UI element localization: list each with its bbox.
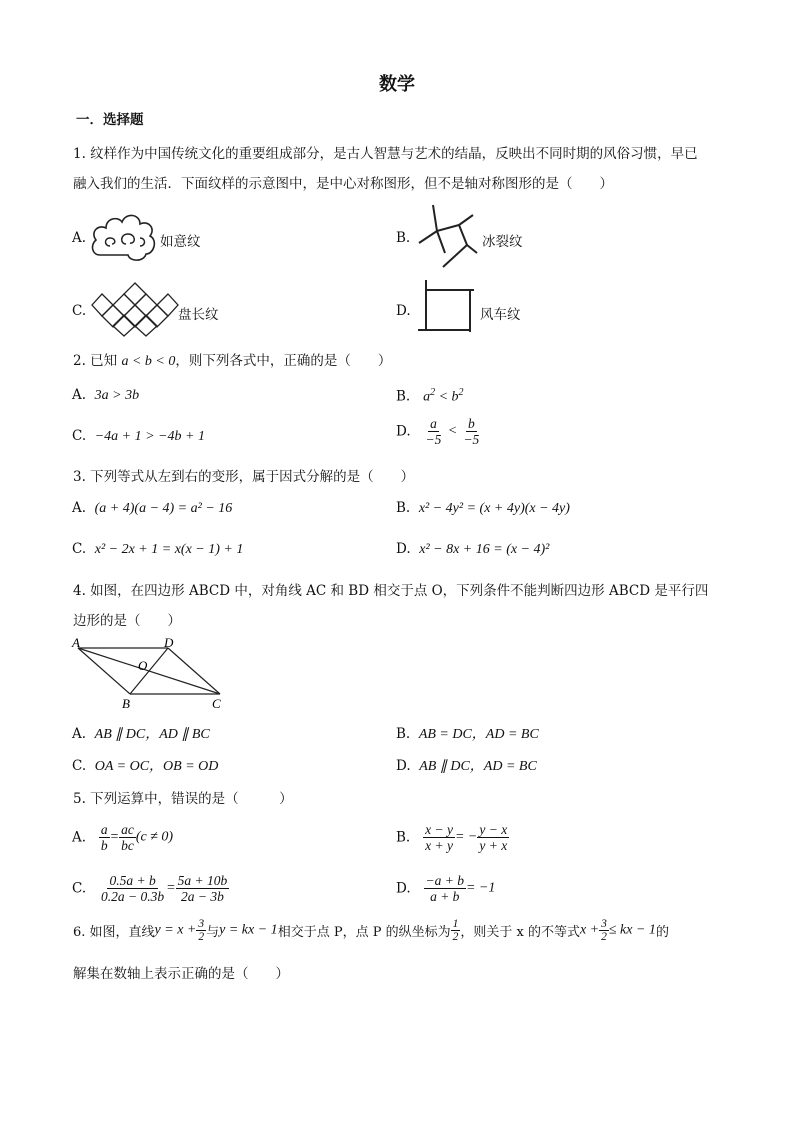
q5-c-num1: 0.5a + b (109, 873, 156, 888)
q4-option-c-letter: C. (72, 758, 87, 774)
q6-math-1: y = x + (154, 922, 197, 938)
q5-a-fraction-left (99, 822, 110, 853)
q6-stem-line1 (73, 918, 669, 943)
q6-text-2: 与 (206, 925, 220, 940)
q3-option-b-math: x² − 4y² = (x + 4y)(x − 4y) (418, 501, 570, 516)
q4-option-c-math: OA = OC，OB = OD (94, 759, 219, 774)
q5-b-fraction-left (423, 822, 455, 853)
q6-text-1: 6. 如图，直线 (73, 925, 155, 940)
q3-option-a-math: (a + 4)(a − 4) = a² − 16 (94, 501, 233, 516)
q1-option-c-label: 盘长纹 (178, 307, 219, 323)
q5-c-den2: 2a − 3b (180, 889, 224, 904)
q6-fraction-1 (196, 918, 206, 943)
q2-stem-math: a < b < 0 (121, 354, 176, 369)
q6-f2-num: 1 (452, 918, 459, 930)
q2-option-b-exp-b: 2 (458, 387, 464, 398)
q3-option-d[interactable] (396, 541, 549, 558)
q3-option-d-letter: D. (396, 541, 411, 557)
q5-a-fraction-right (119, 822, 136, 853)
q6-stem-line2: 解集在数轴上表示正确的是（ ） (73, 966, 289, 982)
q1-option-d-letter[interactable]: D. (396, 303, 411, 319)
q5-b-equals: = − (454, 829, 478, 845)
q6-f1-den: 2 (198, 931, 205, 943)
q2-option-c[interactable] (72, 428, 205, 445)
q5-a-equals: = (109, 829, 120, 845)
q4-option-d-letter: D. (396, 758, 411, 774)
q2-option-d[interactable] (396, 416, 481, 447)
q4-option-a[interactable] (72, 723, 210, 743)
q6-fraction-3 (599, 918, 609, 943)
q3-option-a-letter: A. (72, 500, 87, 516)
q5-c-den1: 0.2a − 0.3b (101, 889, 165, 904)
q2-option-b-math-a: a (423, 389, 431, 405)
ruyi-pattern-figure (90, 210, 160, 265)
q1-option-a-label: 如意纹 (160, 234, 201, 250)
q4-option-a-letter: A. (72, 726, 87, 742)
q1-option-d-label: 风车纹 (480, 307, 521, 323)
figure-label-c: C (212, 696, 221, 711)
q2-stem-prefix: 2. 已知 (73, 353, 122, 369)
q6-f3-den: 2 (601, 931, 607, 943)
q4-option-a-math: AB ∥ DC，AD ∥ BC (94, 727, 210, 742)
q3-option-b[interactable] (396, 500, 570, 517)
q2-option-a-math: 3a > 3b (94, 388, 140, 403)
q4-option-d[interactable] (396, 755, 537, 775)
q3-stem: 3. 下列等式从左到右的变形，属于因式分解的是（ ） (73, 469, 415, 485)
q3-option-c-letter: C. (72, 541, 87, 557)
ice-crack-pattern-figure (415, 205, 480, 270)
q2-d-den2: −5 (463, 432, 480, 447)
q2-option-d-operator: < (447, 423, 458, 439)
q2-stem-suffix: ，则下列各式中，正确的是（ ） (175, 353, 392, 369)
q5-b-num1: x − y (425, 822, 453, 837)
q6-math-2: y = kx − 1 (219, 922, 278, 938)
q3-option-c-math: x² − 2x + 1 = x(x − 1) + 1 (94, 542, 244, 557)
q2-option-b-exp-a: 2 (430, 387, 436, 398)
q5-option-a[interactable] (72, 822, 173, 853)
q2-option-d-fraction-left (424, 416, 444, 447)
q2-d-num2: b (468, 416, 475, 431)
q5-a-num1: a (100, 822, 108, 837)
q5-b-den2: y + x (479, 838, 508, 853)
q2-option-d-fraction-right (461, 416, 481, 447)
q5-c-num2: 5a + 10b (177, 873, 228, 888)
q5-option-d[interactable] (396, 873, 495, 904)
q6-fraction-2 (451, 918, 461, 943)
q5-a-den1: b (100, 838, 108, 853)
q2-option-c-letter: C. (72, 428, 87, 444)
q5-d-den1: a + b (430, 889, 460, 904)
q4-option-b-math: AB = DC，AD = BC (418, 727, 539, 742)
q5-stem: 5. 下列运算中，错误的是（ ） (73, 791, 293, 807)
q5-d-num1: −a + b (425, 873, 464, 888)
q5-b-num2: y − x (479, 822, 508, 837)
q1-option-b-letter[interactable]: B. (396, 230, 411, 246)
q2-d-num1: a (430, 416, 437, 431)
q1-option-b-label: 冰裂纹 (482, 234, 523, 250)
q5-option-a-letter: A. (72, 829, 87, 846)
figure-label-b: B (122, 696, 130, 711)
q6-text-5: 的 (655, 925, 669, 940)
q3-option-b-letter: B. (396, 500, 411, 516)
q6-f1-num: 3 (198, 918, 205, 930)
q6-math-4: ≤ kx − 1 (608, 922, 656, 938)
q2-option-b[interactable] (396, 387, 464, 406)
q4-option-b[interactable] (396, 723, 539, 743)
q5-b-fraction-right (477, 822, 509, 853)
q4-option-d-math: AB ∥ DC，AD = BC (419, 759, 537, 774)
q5-b-den1: x + y (425, 838, 453, 853)
q5-c-fraction-right (176, 873, 230, 904)
figure-label-a: A (72, 635, 80, 650)
q2-option-a-letter: A. (72, 387, 87, 403)
q4-stem-line2: 边形的是（ ） (73, 613, 181, 629)
q2-stem (73, 349, 391, 370)
q2-option-b-math-b: < b (435, 389, 459, 405)
q4-stem-line1: 4. 如图，在四边形 ABCD 中，对角线 AC 和 BD 相交于点 O，下列条件不能判断四边形 ABCD 是平行四 (73, 583, 709, 599)
windmill-pattern-figure (418, 280, 474, 332)
q5-c-equals: = (166, 880, 176, 896)
q1-option-a-letter[interactable]: A. (72, 230, 87, 246)
q5-d-equals: = −1 (466, 880, 496, 896)
q5-option-b-letter: B. (396, 829, 411, 846)
q6-math-3: x + (579, 922, 600, 938)
q4-option-c[interactable] (72, 755, 218, 775)
q5-c-fraction-left (99, 873, 166, 904)
q5-a-condition: (c ≠ 0) (135, 829, 174, 845)
q5-option-b[interactable] (396, 822, 509, 853)
q2-d-den1: −5 (425, 432, 442, 447)
q6-f2-den: 2 (452, 931, 459, 943)
q5-a-den2: bc (121, 838, 134, 853)
q4-option-b-letter: B. (396, 726, 411, 742)
q5-d-fraction (424, 873, 466, 904)
q5-option-d-letter: D. (396, 880, 411, 897)
q1-stem-line2: 融入我们的生活．下面纹样的示意图中，是中心对称图形，但不是轴对称图形的是（ ） (73, 176, 613, 192)
q6-text-3: 相交于点 P，点 P 的纵坐标为 (277, 925, 451, 940)
q3-option-c[interactable] (72, 541, 243, 558)
q1-stem-line1: 1. 纹样作为中国传统文化的重要组成部分，是古人智慧与艺术的结晶，反映出不同时期的风俗习惯，早已 (73, 146, 698, 162)
q3-option-a[interactable] (72, 500, 232, 517)
q5-option-c[interactable] (72, 873, 229, 904)
q3-option-d-math: x² − 8x + 16 = (x − 4)² (419, 542, 550, 557)
q2-option-a[interactable] (72, 387, 139, 404)
section-heading: 一．选择题 (76, 112, 144, 128)
q2-option-b-letter: B. (396, 388, 411, 405)
panchang-knot-figure (92, 283, 178, 337)
page-title: 数学 (379, 74, 415, 95)
q2-option-c-math: −4a + 1 > −4b + 1 (94, 429, 205, 444)
figure-label-o: O (138, 658, 148, 673)
q1-option-c-letter[interactable]: C. (72, 303, 87, 319)
quadrilateral-abcd-figure (72, 636, 232, 712)
q2-option-d-letter: D. (396, 423, 411, 440)
q5-a-num2: ac (121, 822, 134, 837)
q5-option-c-letter: C. (72, 880, 87, 897)
q6-text-4: ，则关于 x 的不等式 (460, 925, 580, 940)
figure-label-d: D (164, 635, 174, 650)
q6-f3-num: 3 (601, 918, 607, 930)
